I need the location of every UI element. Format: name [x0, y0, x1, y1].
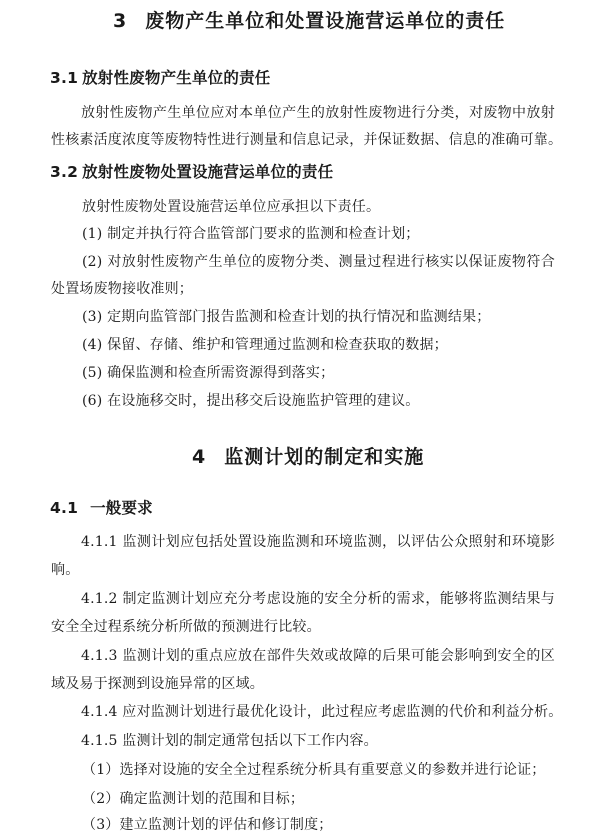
section-3-1-paragraph-line-2: 性核素活度浓度等废物特性进行测量和信息记录，并保证数据、信息的准确可靠。: [51, 132, 563, 148]
section-3-2-item-2-continued: 处置场废物接收准则；: [51, 281, 193, 297]
section-3-1-number: 3.1: [50, 69, 79, 87]
section-3-1-title: 放射性废物产生单位的责任: [82, 69, 271, 87]
clause-4-1-5-item-1: （1）选择对设施的安全全过程系统分析具有重要意义的参数并进行论证；: [82, 762, 546, 778]
clause-4-1-5-item-3: （3）建立监测计划的评估和修订制度；: [82, 817, 333, 833]
section-3-2-item-5: (5) 确保监测和检查所需资源得到落实；: [82, 365, 335, 381]
clause-4-1-1-line-2: 响。: [51, 562, 80, 578]
section-4-1-heading: [50, 497, 153, 519]
section-4-1-number: 4.1: [50, 499, 79, 517]
clause-4-1-2-line-2: 安全全过程系统分析所做的预测进行比较。: [51, 619, 321, 635]
section-3-2-number: 3.2: [50, 163, 79, 181]
section-3-1-paragraph-line-1: 放射性废物产生单位应对本单位产生的放射性废物进行分类，对废物中放射: [81, 105, 555, 121]
chapter-3-heading: [113, 8, 505, 34]
section-4-1-title: 一般要求: [90, 499, 153, 517]
chapter-4-title: 监测计划的制定和实施: [224, 446, 425, 468]
chapter-4-number: 4: [192, 446, 207, 468]
clause-4-1-3-line-2: 域及易于探测到设施异常的区域。: [51, 676, 264, 692]
chapter-4-heading: [192, 444, 424, 470]
section-3-2-title: 放射性废物处置设施营运单位的责任: [82, 163, 334, 181]
clause-4-1-4: 4.1.4 应对监测计划进行最优化设计，此过程应考虑监测的代价和利益分析。: [81, 704, 563, 720]
section-3-2-item-3: (3) 定期向监管部门报告监测和检查计划的执行情况和监测结果；: [82, 309, 491, 325]
clause-4-1-5-item-2: （2）确定监测计划的范围和目标；: [82, 791, 305, 807]
chapter-3-number: 3: [113, 10, 128, 32]
chapter-3-title: 废物产生单位和处置设施营运单位的责任: [145, 10, 506, 32]
section-3-2-intro: 放射性废物处置设施营运单位应承担以下责任。: [82, 199, 381, 215]
clause-4-1-3-line-1: 4.1.3 监测计划的重点应放在部件失效或故障的后果可能会影响到安全的区: [81, 648, 555, 664]
section-3-1-heading: [50, 67, 270, 89]
clause-4-1-1-line-1: 4.1.1 监测计划应包括处置设施监测和环境监测，以评估公众照射和环境影: [81, 534, 555, 550]
section-3-2-heading: [50, 161, 333, 183]
section-3-2-item-6: (6) 在设施移交时，提出移交后设施监护管理的建议。: [82, 393, 420, 409]
clause-4-1-2-line-1: 4.1.2 制定监测计划应充分考虑设施的安全分析的需求，能够将监测结果与: [81, 591, 555, 607]
section-3-2-item-2: (2) 对放射性废物产生单位的废物分类、测量过程进行核实以保证废物符合: [82, 254, 555, 270]
section-3-2-item-1: (1) 制定并执行符合监管部门要求的监测和检查计划；: [82, 226, 420, 242]
section-3-2-item-4: (4) 保留、存储、维护和管理通过监测和检查获取的数据；: [82, 337, 448, 353]
clause-4-1-5: 4.1.5 监测计划的制定通常包括以下工作内容。: [81, 733, 378, 749]
